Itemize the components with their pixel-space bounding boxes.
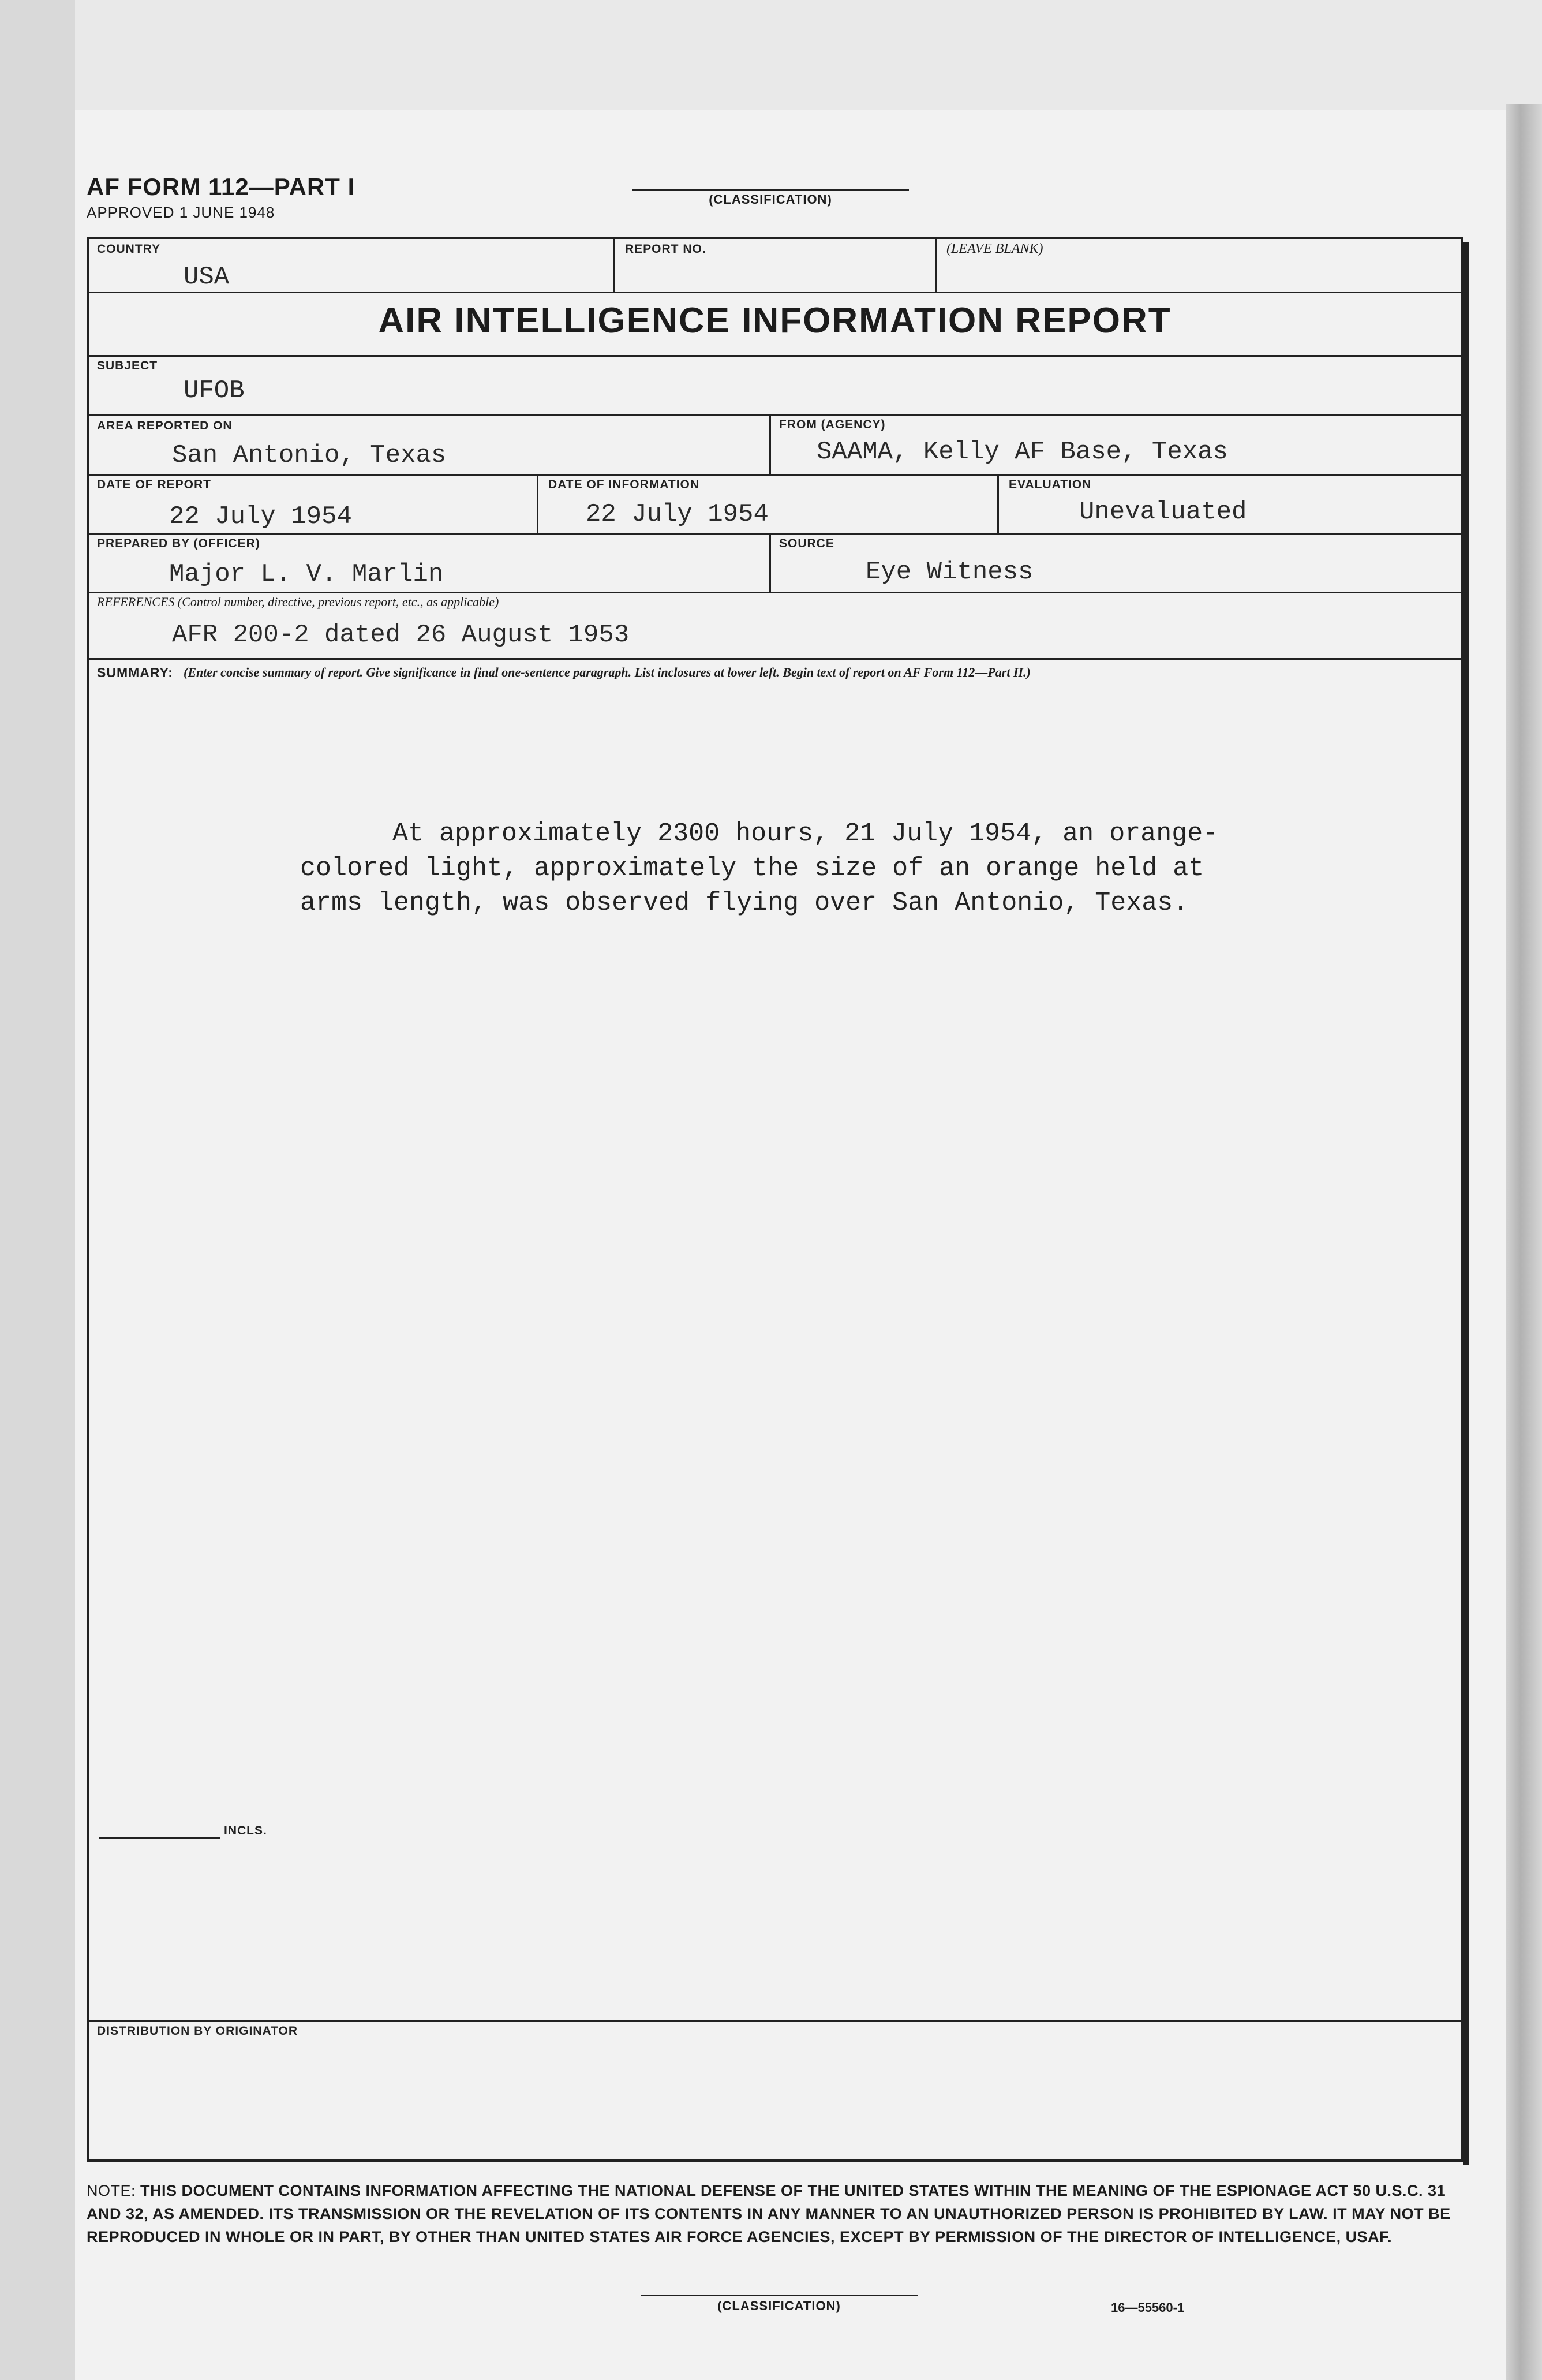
distribution-label: DISTRIBUTION BY ORIGINATOR: [97, 2024, 298, 2038]
summary-line: arms length, was observed flying over San Antonio, Texas.: [300, 888, 1189, 918]
approved-date: APPROVED 1 JUNE 1948: [87, 204, 275, 221]
subject-value: UFOB: [184, 376, 245, 405]
summary-label: SUMMARY:: [97, 665, 173, 680]
from-value: SAAMA, Kelly AF Base, Texas: [817, 438, 1228, 466]
divider: [88, 414, 1462, 416]
date-report-value: 22 July 1954: [169, 502, 352, 531]
scan-edge-right: [1506, 104, 1542, 2380]
country-value: USA: [184, 263, 230, 292]
prepared-value: Major L. V. Marlin: [169, 560, 444, 589]
evaluation-value: Unevaluated: [1079, 498, 1247, 526]
divider: [88, 355, 1462, 357]
country-label: COUNTRY: [97, 242, 161, 256]
form-frame-shadow: [1463, 242, 1469, 2165]
divider: [997, 474, 999, 535]
divider: [769, 533, 771, 593]
note-label: NOTE:: [87, 2182, 136, 2199]
area-label: AREA REPORTED ON: [97, 419, 233, 432]
subject-label: SUBJECT: [97, 359, 158, 372]
source-value: Eye Witness: [866, 558, 1034, 586]
report-title: AIR INTELLIGENCE INFORMATION REPORT: [378, 301, 1172, 341]
source-label: SOURCE: [779, 537, 834, 550]
leave-blank-label: (LEAVE BLANK): [946, 241, 1043, 256]
area-value: San Antonio, Texas: [172, 441, 447, 470]
report-no-label: REPORT NO.: [625, 242, 706, 256]
summary-line: colored light, approximately the size of an orange held at: [300, 854, 1204, 883]
divider: [88, 658, 1462, 660]
divider: [537, 474, 538, 535]
summary-line: At approximately 2300 hours, 21 July 1954, an orange-: [392, 819, 1219, 849]
divider: [935, 238, 937, 293]
date-info-value: 22 July 1954: [586, 500, 769, 529]
incls-label: INCLS.: [224, 1824, 267, 1837]
security-note: [87, 2179, 1483, 2248]
classification-line-bottom: [641, 2295, 918, 2296]
references-label: REFERENCES (Control number, directive, previous report, etc., as applicable): [97, 595, 499, 609]
divider: [88, 2020, 1462, 2022]
summary-instructions: (Enter concise summary of report. Give significance in final one-sentence paragraph. List inclosures at lower left. Begin text of report on AF Form 112—Part II.): [184, 665, 1031, 679]
summary-text: [300, 817, 1281, 921]
print-code: 16—55560-1: [1111, 2300, 1185, 2315]
divider: [88, 474, 1462, 476]
form-title: AF FORM 112—PART I: [87, 173, 355, 200]
scan-margin-left: [0, 0, 75, 2380]
divider: [88, 533, 1462, 535]
date-report-label: DATE OF REPORT: [97, 478, 211, 491]
divider: [88, 592, 1462, 593]
divider: [613, 238, 615, 293]
classification-line-top: [632, 189, 909, 191]
classification-top: (CLASSIFICATION): [709, 192, 832, 207]
date-info-label: DATE OF INFORMATION: [548, 478, 700, 491]
divider: [88, 292, 1462, 293]
prepared-label: PREPARED BY (OFFICER): [97, 537, 260, 550]
note-text: THIS DOCUMENT CONTAINS INFORMATION AFFECTING THE NATIONAL DEFENSE OF THE UNITED STATES WITHIN THE MEANING OF THE ESPIONAGE ACT 50 U.S.C. 31 AND 32, AS AMENDED. ITS TRANSMISSION OR THE REVELATION OF ITS CONTENTS IN ANY MANNER TO AN UNAUTHORIZED PERSON IS PROHIBITED BY LAW. IT MAY NOT BE REPRODUCED IN WHOLE OR IN PART, BY OTHER THAN UNITED STATES AIR FORCE AGENCIES, EXCEPT BY PERMISSION OF THE DIRECTOR OF INTELLIGENCE, USAF.: [87, 2182, 1451, 2246]
evaluation-label: EVALUATION: [1009, 478, 1092, 491]
from-label: FROM (AGENCY): [779, 418, 886, 431]
divider: [769, 414, 771, 476]
references-value: AFR 200-2 dated 26 August 1953: [172, 621, 630, 649]
incls-line: [99, 1837, 220, 1839]
classification-bottom: (CLASSIFICATION): [717, 2299, 841, 2313]
